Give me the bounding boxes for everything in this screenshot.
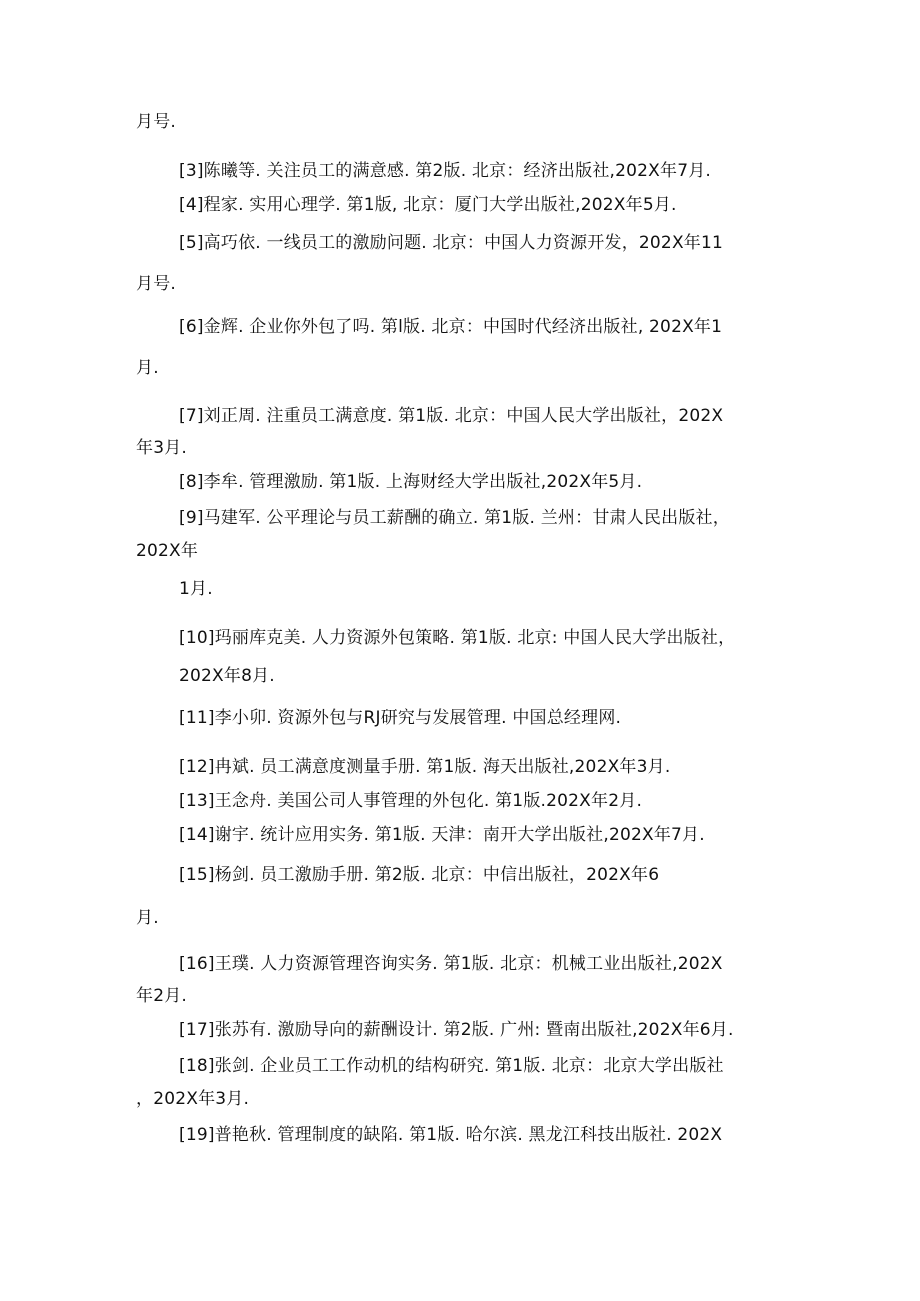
reference-line: [19]普艳秋. 管理制度的缺陷. 第1版. 哈尔滨. 黑龙江科技出版社. 202X xyxy=(179,1125,723,1145)
reference-line: 月. xyxy=(136,908,159,928)
reference-line: [12]冉斌. 员工满意度测量手册. 第1版. 海天出版社,202X年3月. xyxy=(179,757,671,777)
reference-line: [6]金辉. 企业你外包了吗. 第l版. 北京：中国时代经济出版社, 202X年1 xyxy=(179,317,723,337)
reference-line: [4]程家. 实用心理学. 第1版, 北京：厦门大学出版社,202X年5月. xyxy=(179,195,677,215)
reference-line: [3]陈曦等. 关注员工的满意感. 第2版. 北京：经济出版社,202X年7月. xyxy=(179,161,712,181)
reference-line: [7]刘正周. 注重员工满意度. 第1版. 北京：中国人民大学出版社，202X xyxy=(179,406,724,426)
reference-line: [5]高巧依. 一线员工的激励问题. 北京：中国人力资源开发，202X年11 xyxy=(179,233,724,253)
reference-line: [13]王念舟. 美国公司人事管理的外包化. 第1版.202X年2月. xyxy=(179,791,643,811)
reference-line: [15]杨剑. 员工激励手册. 第2版. 北京：中信出版社，202X年6 xyxy=(179,865,660,885)
reference-line: [9]马建军. 公平理论与员工薪酬的确立. 第1版. 兰州：甘肃人民出版社， xyxy=(179,508,730,528)
reference-line: [10]玛丽库克美. 人力资源外包策略. 第1版. 北京: 中国人民大学出版社， xyxy=(179,628,736,648)
reference-line: [11]李小卯. 资源外包与RJ研究与发展管理. 中国总经理网. xyxy=(179,708,622,728)
reference-line: 月. xyxy=(136,358,159,378)
reference-line: 202X年8月. xyxy=(179,666,275,686)
reference-line: [17]张苏有. 激励导向的薪酬设计. 第2版. 广州: 暨南出版社,202X年6月. xyxy=(179,1020,734,1040)
reference-line: [16]王璞. 人力资源管理咨询实务. 第1版. 北京：机械工业出版社,202X xyxy=(179,954,723,974)
reference-line: ，202X年3月. xyxy=(136,1089,250,1109)
reference-line: 月号. xyxy=(136,274,177,294)
reference-line: 年3月. xyxy=(136,438,188,458)
reference-line: [8]李牟. 管理激励. 第1版. 上海财经大学出版社,202X年5月. xyxy=(179,472,643,492)
reference-line: 月号. xyxy=(136,112,177,132)
reference-line: 1月. xyxy=(179,579,213,599)
reference-line: [18]张剑. 企业员工工作动机的结构研究. 第1版. 北京：北京大学出版社 xyxy=(179,1056,724,1076)
reference-line: [14]谢宇. 统计应用实务. 第1版. 天津：南开大学出版社,202X年7月. xyxy=(179,825,705,845)
reference-line: 年2月. xyxy=(136,986,188,1006)
reference-line: 202X年 xyxy=(136,541,199,561)
